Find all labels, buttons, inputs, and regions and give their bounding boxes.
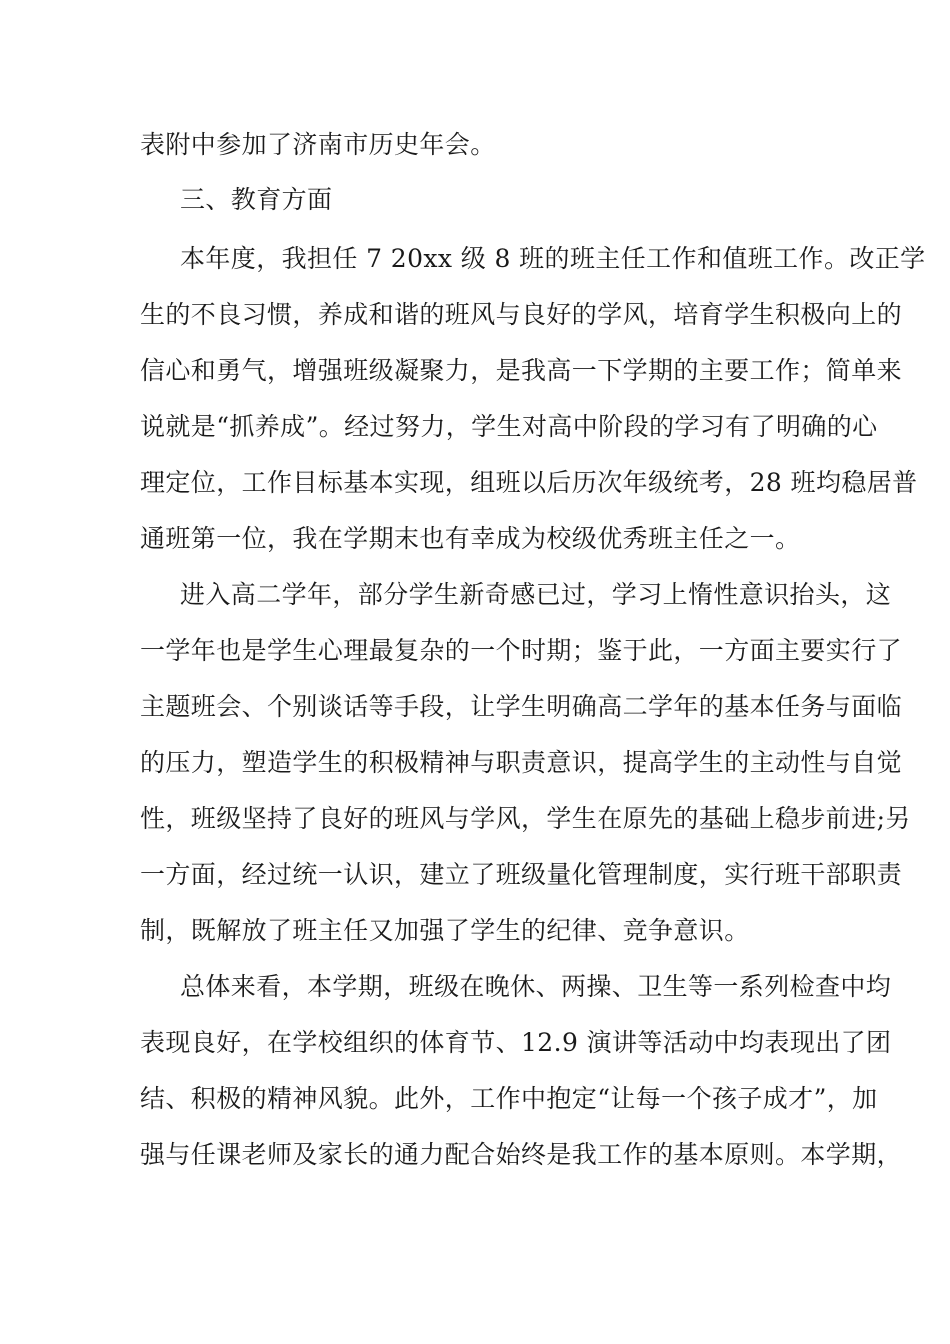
paragraph-line: 通班第一位，我在学期末也有幸成为校级优秀班主任之一。: [140, 524, 801, 553]
paragraph-line: 本年度，我担任 7 20xx 级 8 班的班主任工作和值班工作。改正学: [180, 244, 926, 273]
paragraph-line: 信心和勇气，增强班级凝聚力，是我高一下学期的主要工作；简单来: [140, 356, 903, 385]
paragraph-line: 一学年也是学生心理最复杂的一个时期；鉴于此，一方面主要实行了: [140, 636, 903, 665]
paragraph-line: 表附中参加了济南市历史年会。: [140, 130, 496, 159]
paragraph-line: 说就是“抓养成”。经过努力，学生对高中阶段的学习有了明确的心: [140, 412, 878, 441]
paragraph-line: 生的不良习惯，养成和谐的班风与良好的学风，培育学生积极向上的: [140, 300, 903, 329]
section-heading: 三、教育方面: [180, 185, 333, 214]
paragraph-line: 性，班级坚持了良好的班风与学风，学生在原先的基础上稳步前进;另: [140, 804, 911, 833]
paragraph-line: 表现良好，在学校组织的体育节、12.9 演讲等活动中均表现出了团: [140, 1028, 892, 1057]
paragraph-line: 主题班会、个别谈话等手段，让学生明确高二学年的基本任务与面临: [140, 692, 903, 721]
paragraph-line: 的压力，塑造学生的积极精神与职责意识，提高学生的主动性与自觉: [140, 748, 903, 777]
paragraph-line: 理定位，工作目标基本实现，组班以后历次年级统考，28 班均稳居普: [140, 468, 918, 497]
paragraph-line: 强与任课老师及家长的通力配合始终是我工作的基本原则。本学期，: [140, 1140, 903, 1169]
paragraph-line: 一方面，经过统一认识，建立了班级量化管理制度，实行班干部职责: [140, 860, 903, 889]
paragraph-line: 进入高二学年，部分学生新奇感已过，学习上惰性意识抬头，这: [180, 580, 892, 609]
paragraph-line: 制，既解放了班主任又加强了学生的纪律、竞争意识。: [140, 916, 750, 945]
paragraph-line: 总体来看，本学期，班级在晚休、两操、卫生等一系列检查中均: [180, 972, 892, 1001]
paragraph-line: 结、积极的精神风貌。此外，工作中抱定“让每一个孩子成才”，加: [140, 1084, 878, 1113]
